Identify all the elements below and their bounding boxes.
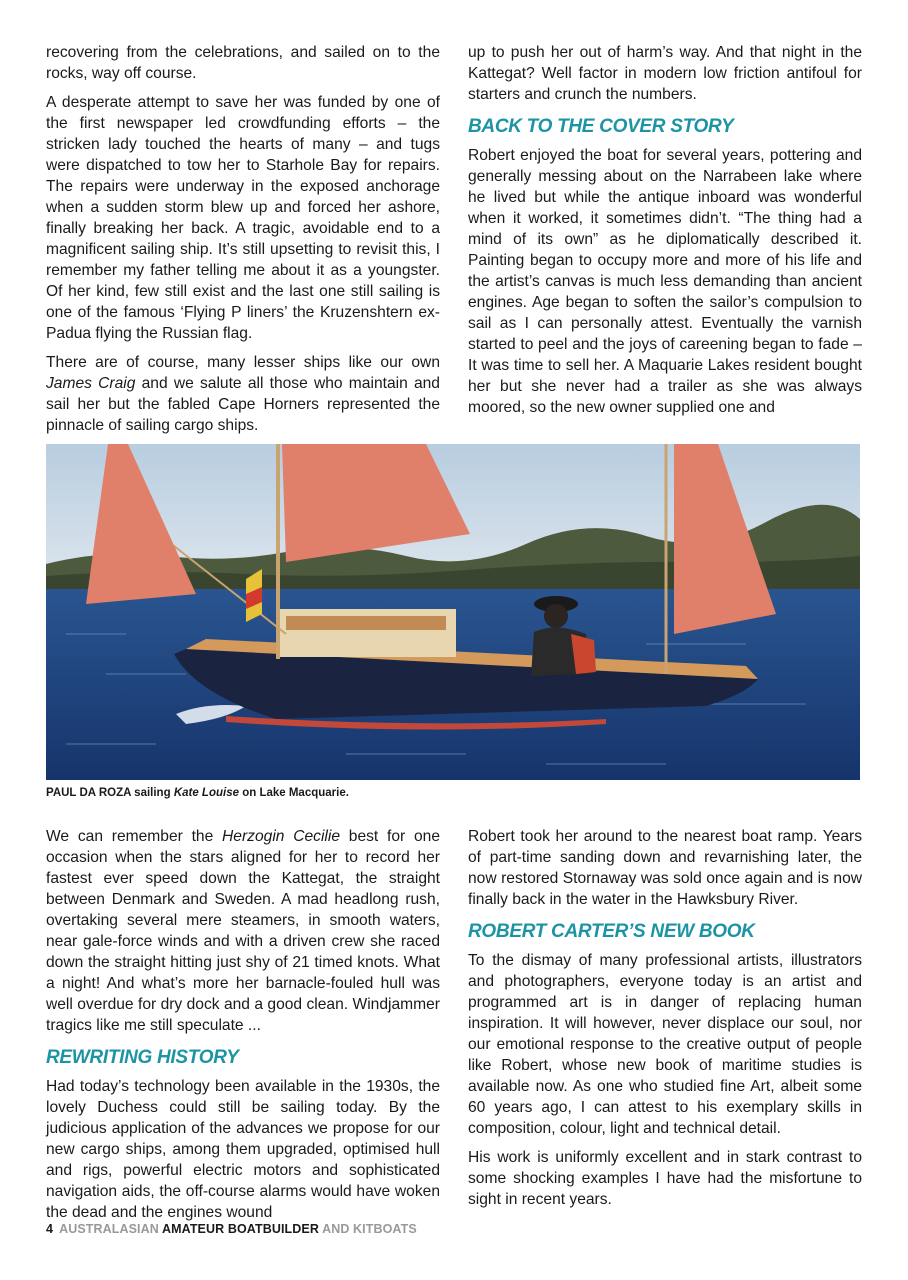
page-footer bbox=[46, 1222, 417, 1236]
paragraph: His work is uniformly excellent and in stark contrast to some shocking examples I have had the misfortune to sight in recent years. bbox=[468, 1149, 862, 1208]
paragraph bbox=[46, 826, 440, 1036]
article-column-bottom-left bbox=[46, 826, 440, 1231]
ship-name-italic: James Craig bbox=[46, 375, 136, 392]
paragraph: Robert enjoyed the boat for several years, pottering and generally messing about on the Narrabeen lake where he lived but while the antique inboard was wonderful when it worked, it sometimes didn’t. “The thing had a mind of its own” as he diplomatically described it. Painting began to occupy more and more of his life and the artist’s canvas is much less demanding than ancient engines. Age began to soften the sailor’s compulsion to sail as I can personally attest. Eventually the varnish started to peel and the joys of careening began to fade – It was time to sell her. A Maquarie Lakes resident bought her but she never had a trailer as she was always moored, so the new owner supplied one and bbox=[468, 147, 862, 416]
paragraph: up to push her out of harm’s way. And that night in the Kattegat? Well factor in modern low friction antifoul for starters and crunch the numbers. bbox=[468, 44, 862, 103]
text-span: and we salute all those who maintain and sail her but the fabled Cape Horners represented the pinnacle of sailing cargo ships. bbox=[46, 375, 440, 434]
caption-text: on Lake Macquarie. bbox=[239, 787, 349, 799]
text-span: best for one occasion when the stars aligned for her to record her fastest ever speed down the Kattegat, the straight between Denmark and Sweden. A mad headlong rush, overtaking several mere steamers, in smooth waters, near gale-force winds and with a driven crew she raced down the straight hitting just shy of 21 timed knots. What a night! And what’s more her barnacle-fouled hull was well overdue for dry dock and a good clean. Windjammer tragics like me still speculate ... bbox=[46, 828, 440, 1034]
publication-name-part: AUSTRALASIAN bbox=[59, 1222, 162, 1236]
paragraph: Had today’s technology been available in the 1930s, the lovely Duchess could still be sailing today. By the judicious application of the advances we propose for our new cargo ships, among them upgraded, optimised hull and rigs, powerful electric motors and sophisticated navigation aids, the off-course alarms would have woken the dead and the engines wound bbox=[46, 1078, 440, 1221]
text-span: We can remember the bbox=[46, 828, 223, 845]
paragraph: To the dismay of many professional artists, illustrators and photographers, everyone today is an artist and programmed art is in danger of replacing human inspiration. It will however, never displace our soul, nor our emotional response to the creative output of people like Robert, whose new book of maritime studies is available now. As one who studied fine Art, albeit some 60 years ago, I can attest to his exemplary skills in composition, colour, light and technical detail. bbox=[468, 952, 862, 1137]
section-heading: REWRITING HISTORY bbox=[46, 1047, 239, 1068]
publication-name-part: AND KITBOATS bbox=[318, 1222, 417, 1236]
sailboat-photo bbox=[46, 444, 860, 780]
caption-name: PAUL DA ROZA bbox=[46, 787, 131, 799]
photo-caption bbox=[46, 787, 349, 799]
page-number: 4 bbox=[46, 1222, 54, 1236]
caption-boat-name: Kate Louise bbox=[173, 787, 239, 799]
paragraph bbox=[46, 352, 440, 436]
caption-text: sailing bbox=[130, 787, 174, 799]
article-column-bottom-right bbox=[468, 826, 862, 1218]
article-column-top-left bbox=[46, 42, 440, 444]
article-column-top-right bbox=[468, 42, 862, 426]
publication-name-part: AMATEUR BOATBUILDER bbox=[161, 1222, 319, 1236]
paragraph: recovering from the celebrations, and sailed on to the rocks, way off course. bbox=[46, 44, 440, 82]
section-heading: ROBERT CARTER’S NEW BOOK bbox=[468, 921, 755, 942]
text-span: There are of course, many lesser ships like our own bbox=[46, 354, 440, 371]
section-heading: BACK TO THE COVER STORY bbox=[468, 116, 734, 137]
ship-name-italic: Herzogin Cecilie bbox=[222, 828, 341, 845]
paragraph: A desperate attempt to save her was funded by one of the first newspaper led crowdfunding efforts – the stricken lady touched the hearts of many – and tugs were dispatched to tow her to Starhole Bay for repairs. The repairs were underway in the exposed anchorage when a sudden storm blew up and forced her ashore, finally breaking her back. A tragic, avoidable end to a magnificent sailing ship. It’s still upsetting to revisit this, I remember my father telling me about it as a youngster. Of her kind, few still exist and the last one still sailing is one of the famous ‘Flying P liners’ the Kruzenshtern ex-Padua flying the Russian flag. bbox=[46, 94, 440, 342]
paragraph: Robert took her around to the nearest boat ramp. Years of part-time sanding down and revarnishing later, the now restored Stornaway was sold once again and is now finally back in the water in the Hawksbury River. bbox=[468, 828, 862, 908]
